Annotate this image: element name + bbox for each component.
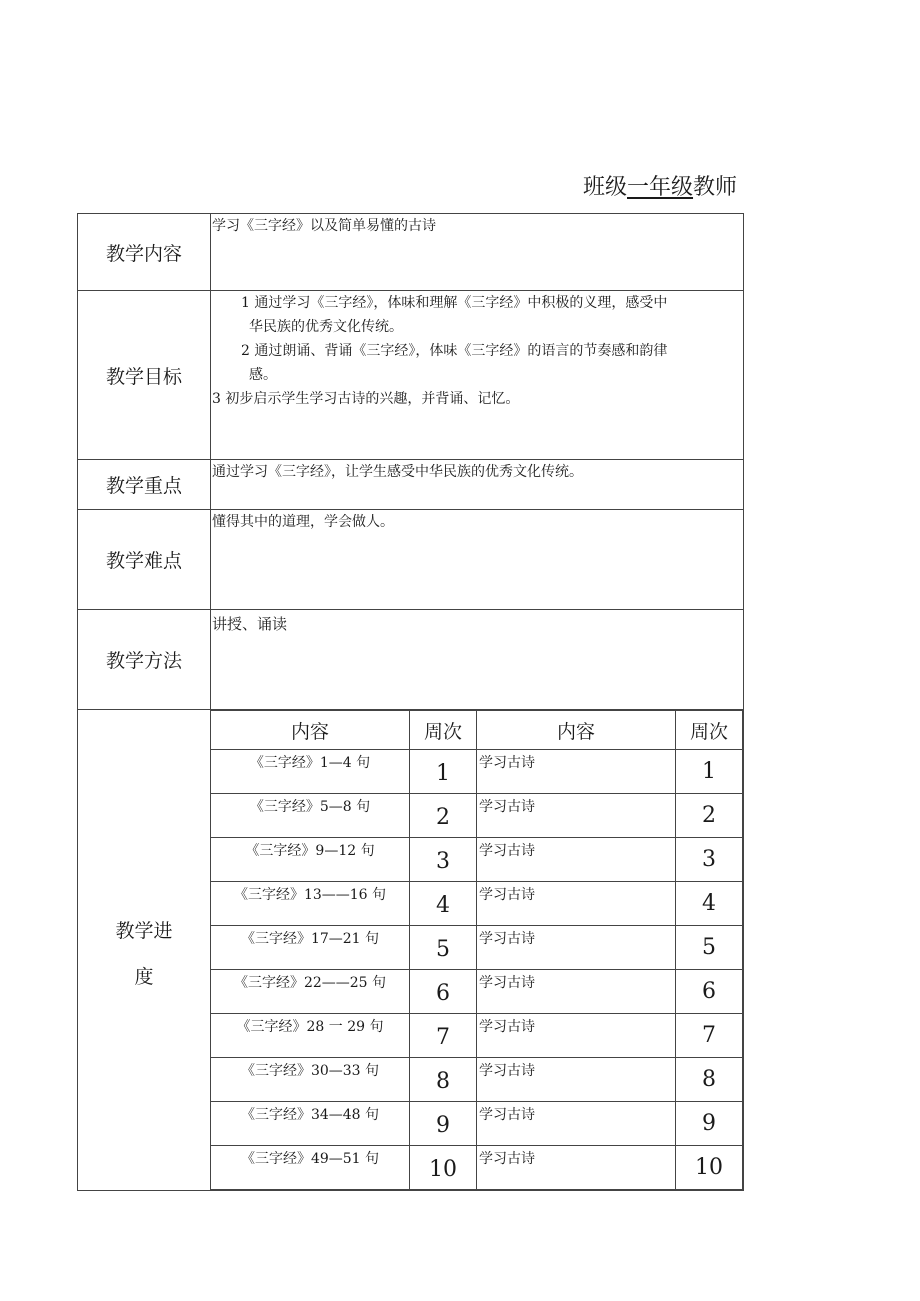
week-left-cell: 5 [410, 926, 477, 970]
content-right-cell: 学习古诗 [477, 970, 676, 1014]
schedule-header-row [211, 711, 743, 750]
week-right-cell: 9 [676, 1102, 743, 1146]
methods-text: 讲授、诵读 [212, 615, 288, 633]
label-methods: 教学方法 [78, 610, 211, 710]
schedule-row [211, 882, 743, 926]
row-key-points [78, 460, 744, 510]
week-left-cell: 7 [410, 1014, 477, 1058]
label-key-points: 教学重点 [78, 460, 211, 510]
goal-item-2: 2 通过朗诵、背诵《三字经》，体味《三字经》的语言的节奏感和韵律 感。 [241, 343, 668, 383]
value-teaching-content [211, 214, 744, 291]
content-right-cell: 学习古诗 [477, 926, 676, 970]
row-schedule [78, 710, 744, 1191]
week-right-cell: 10 [676, 1146, 743, 1190]
week-left-cell: 1 [410, 750, 477, 794]
content-left-cell: 《三字经》1—4 句 [211, 750, 410, 794]
schedule-row [211, 838, 743, 882]
schedule-row [211, 1102, 743, 1146]
schedule-row [211, 1146, 743, 1190]
schedule-row [211, 1014, 743, 1058]
schedule-row [211, 750, 743, 794]
week-right-cell: 2 [676, 794, 743, 838]
row-methods [78, 610, 744, 710]
week-right-cell: 7 [676, 1014, 743, 1058]
label-teaching-goals: 教学目标 [78, 291, 211, 460]
content-right-cell: 学习古诗 [477, 1014, 676, 1058]
content-right-cell: 学习古诗 [477, 794, 676, 838]
content-left-cell: 《三字经》22——25 句 [211, 970, 410, 1014]
label-difficulties: 教学难点 [78, 510, 211, 610]
schedule-table [210, 710, 743, 1190]
content-left-cell: 《三字经》13——16 句 [211, 882, 410, 926]
schedule-row [211, 794, 743, 838]
header-line [583, 170, 737, 201]
content-left-cell: 《三字经》5—8 句 [211, 794, 410, 838]
value-difficulties [211, 510, 744, 610]
label-schedule [78, 710, 211, 1191]
week-left-cell: 10 [410, 1146, 477, 1190]
difficulties-text: 懂得其中的道理，学会做人。 [212, 514, 394, 530]
content-left-cell: 《三字经》9—12 句 [211, 838, 410, 882]
week-right-cell: 5 [676, 926, 743, 970]
content-right-cell: 学习古诗 [477, 1058, 676, 1102]
lesson-plan-table [77, 213, 744, 1191]
week-left-cell: 8 [410, 1058, 477, 1102]
week-right-cell: 1 [676, 750, 743, 794]
col-header-week-right: 周次 [676, 711, 743, 750]
content-right-cell: 学习古诗 [477, 838, 676, 882]
week-left-cell: 3 [410, 838, 477, 882]
col-header-week-left: 周次 [410, 711, 477, 750]
key-points-text: 通过学习《三字经》，让学生感受中华民族的优秀文化传统。 [212, 464, 583, 480]
schedule-cell [211, 710, 744, 1191]
content-left-cell: 《三字经》17—21 句 [211, 926, 410, 970]
row-difficulties [78, 510, 744, 610]
schedule-row [211, 970, 743, 1014]
content-right-cell: 学习古诗 [477, 1102, 676, 1146]
col-header-content-right: 内容 [477, 711, 676, 750]
label-teaching-content: 教学内容 [78, 214, 211, 291]
class-label: 班级 [583, 175, 628, 200]
week-left-cell: 6 [410, 970, 477, 1014]
content-left-cell: 《三字经》34—48 句 [211, 1102, 410, 1146]
content-left-cell: 《三字经》49—51 句 [211, 1146, 410, 1190]
week-left-cell: 4 [410, 882, 477, 926]
col-header-content-left: 内容 [211, 711, 410, 750]
content-left-cell: 《三字经》30—33 句 [211, 1058, 410, 1102]
row-teaching-goals [78, 291, 744, 460]
content-right-cell: 学习古诗 [477, 750, 676, 794]
week-right-cell: 4 [676, 882, 743, 926]
week-right-cell: 8 [676, 1058, 743, 1102]
value-key-points [211, 460, 744, 510]
schedule-label-line2: 度 [134, 966, 154, 988]
value-teaching-goals [211, 291, 744, 460]
schedule-label-line1: 教学进 [115, 920, 173, 942]
row-teaching-content [78, 214, 744, 291]
week-right-cell: 3 [676, 838, 743, 882]
content-left-cell: 《三字经》28 一 29 句 [211, 1014, 410, 1058]
week-left-cell: 2 [410, 794, 477, 838]
content-right-cell: 学习古诗 [477, 882, 676, 926]
value-methods [211, 610, 744, 710]
schedule-row [211, 1058, 743, 1102]
teaching-content-text: 学习《三字经》以及简单易懂的古诗 [212, 218, 436, 234]
grade-value: 一年级 [627, 175, 694, 200]
teacher-label: 教师 [693, 175, 738, 200]
week-right-cell: 6 [676, 970, 743, 1014]
schedule-row [211, 926, 743, 970]
content-right-cell: 学习古诗 [477, 1146, 676, 1190]
week-left-cell: 9 [410, 1102, 477, 1146]
goal-item-3: 3 初步启示学生学习古诗的兴趣，并背诵、记忆。 [212, 391, 520, 407]
goal-item-1: 1 通过学习《三字经》，体味和理解《三字经》中积极的义理，感受中 华民族的优秀文化传统。 [241, 295, 668, 335]
